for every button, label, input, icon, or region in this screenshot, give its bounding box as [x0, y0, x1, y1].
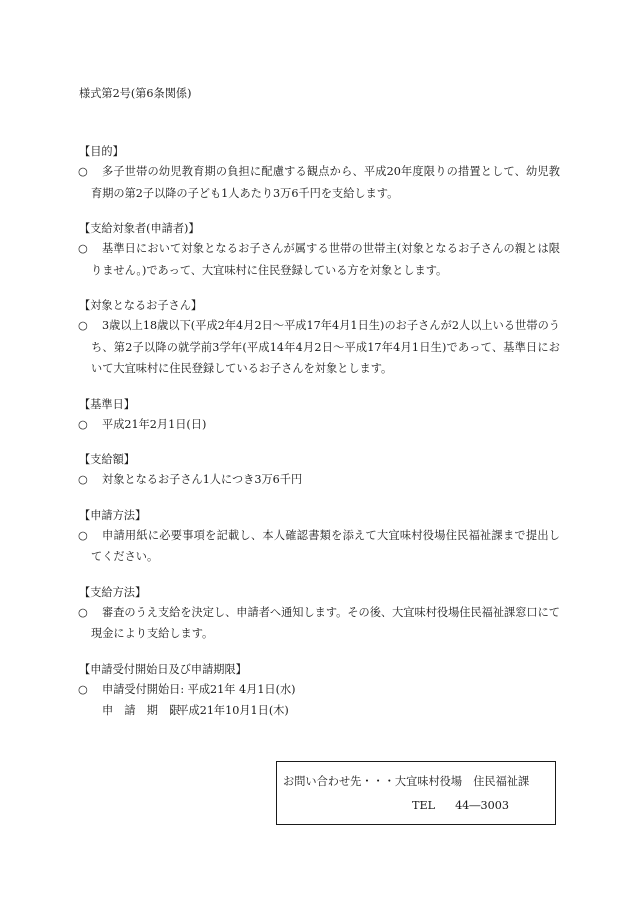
circle-bullet-icon: ○ [78, 682, 88, 696]
section-amount [78, 450, 560, 491]
tel-number: 44―3003 [455, 799, 509, 812]
section-text: 平成21年2月1日(日) [102, 417, 207, 431]
section-heading: 【基準日】 [79, 397, 135, 411]
application-deadline-label: 申 請 期 限 [102, 704, 181, 717]
application-deadline-row [78, 700, 560, 722]
form-label: 様式第2号(第6条関係) [79, 87, 192, 100]
section-payment-method [78, 583, 560, 645]
application-start-row [91, 679, 560, 701]
section-text: 多子世帯の幼児教育期の負担に配慮する観点から、平成20年度限りの措置として、幼児教育期の第2子以降の子ども1人あたり3万6千円を支給します。 [91, 165, 560, 200]
section-paragraph [78, 161, 560, 204]
section-application-period [78, 660, 560, 722]
circle-bullet-icon: ○ [78, 417, 88, 431]
section-text: 対象となるお子さん1人につき3万6千円 [102, 473, 303, 486]
section-heading: 【支給対象者(申請者)】 [79, 222, 200, 235]
section-paragraph [78, 414, 560, 436]
section-purpose [78, 142, 560, 204]
section-heading: 【目的】 [79, 145, 124, 158]
circle-bullet-icon: ○ [78, 473, 88, 486]
section-text: 審査のうえ支給を決定し、申請者へ通知します。その後、大宜味村役場住民福祉課窓口にて現金により支給します。 [91, 605, 560, 640]
section-heading: 【支給方法】 [79, 585, 147, 599]
contact-info: お問い合わせ先・・・大宜味村役場 住民福祉課 [283, 775, 530, 788]
circle-bullet-icon: ○ [78, 319, 88, 332]
section-heading: 【申請受付開始日及び申請期限】 [79, 662, 247, 676]
section-paragraph [78, 602, 560, 645]
section-heading: 【支給額】 [79, 453, 135, 466]
section-base-date [78, 395, 560, 436]
section-eligible-applicant [78, 219, 560, 281]
application-deadline-value: : 平成21年10月1日(木) [170, 704, 289, 717]
section-text: 基準日において対象となるお子さんが属する世帯の世帯主(対象となるお子さんの親とは限りません。)であって、大宜味村に住民登録している方を対象とします。 [91, 242, 560, 277]
document-body [78, 142, 560, 737]
tel-label: TEL [412, 799, 436, 812]
section-paragraph [78, 679, 560, 701]
section-paragraph [78, 315, 560, 380]
section-heading: 【対象となるお子さん】 [79, 299, 203, 312]
contact-phone [412, 798, 509, 814]
section-paragraph [78, 238, 560, 281]
application-start-label: 申請受付開始日 [102, 682, 181, 696]
section-text: 3歳以上18歳以下(平成2年4月2日～平成17年4月1日生)のお子さんが2人以上いる世帯のうち、第2子以降の就学前3学年(平成14年4月2日～平成17年4月1日生)であって、基準日において大宜味村に住民登録しているお子さんを対象とします。 [91, 319, 560, 375]
application-start-value: : 平成21年 4月1日(水) [180, 682, 296, 696]
section-paragraph [78, 525, 560, 568]
section-heading: 【申請方法】 [79, 508, 147, 522]
section-eligible-children [78, 296, 560, 380]
section-text: 申請用紙に必要事項を記載し、本人確認書類を添えて大宜味村役場住民福祉課まで提出してください。 [91, 528, 560, 563]
circle-bullet-icon: ○ [78, 242, 88, 255]
circle-bullet-icon: ○ [78, 605, 88, 619]
circle-bullet-icon: ○ [78, 165, 88, 178]
contact-box [276, 761, 556, 825]
section-paragraph [78, 469, 560, 491]
section-application-method [78, 506, 560, 568]
circle-bullet-icon: ○ [78, 528, 88, 542]
